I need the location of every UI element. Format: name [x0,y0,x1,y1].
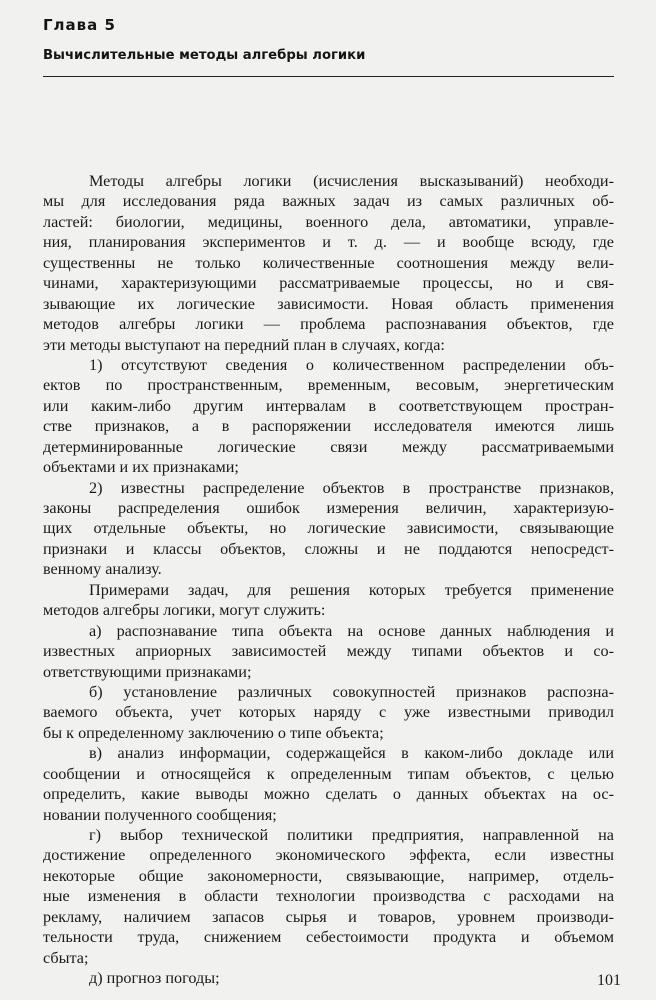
text-line: признаки и классы объектов, сложны и не поддаются непосредст- [43,539,614,558]
text-line: или каким-либо другим интервалам в соответствующем простран- [43,396,614,415]
text-line: известных априорных зависимостей между типами объектов и со- [43,642,614,661]
text-line: сбыта; [43,948,89,967]
text-line: детерминированные логические связи между рассматриваемыми [43,437,614,456]
chapter-title: Вычислительные методы алгебры логики [43,48,366,63]
text-line: эти методы выступают на передний план в случаях, когда: [43,335,445,354]
text-line: мы для исследования ряда важных задач из самых различных об- [43,192,614,211]
text-line: определить, какие выводы можно сделать о данных объектах на ос- [43,785,614,804]
text-line: тельности труда, снижением себестоимости продукта и объемом [43,928,614,947]
text-line: венному анализу. [43,560,162,579]
text-line: 1) отсутствуют сведения о количественном распределении объ- [89,355,614,374]
text-line: новании полученного сообщения; [43,805,277,824]
body-text [43,171,614,989]
paragraph [43,355,614,478]
text-line: чинами, характеризующими рассматриваемые процессы, но и свя- [43,274,614,293]
text-line: ния, планирования экспериментов и т. д. — и вообще всюду, где [43,233,614,252]
text-line: Методы алгебры логики (исчисления высказываний) необходи- [89,172,614,190]
text-line: сообщении и относящейся к определенным типам объектов, с целью [43,764,614,783]
chapter-label: Глава 5 [43,16,116,34]
page-number: 101 [597,972,621,989]
text-line: а) распознавание типа объекта на основе данных наблюдения и [89,621,614,640]
paragraph [43,478,614,580]
text-line: щих отдельные объекты, но логические зависимости, связывающие [43,519,614,538]
paragraph [43,621,614,682]
text-line: Примерами задач, для решения которых требуется применение [89,580,614,599]
header-rule [43,76,614,77]
text-line: д) прогноз погоды; [89,969,220,988]
text-line: г) выбор технической политики предприятия, направленной на [89,826,614,844]
text-line: б) установление различных совокупностей признаков распозна- [89,682,614,701]
text-line: ластей: биологии, медицины, военного дела, автоматики, управле- [43,212,614,231]
text-line: рекламу, наличием запасов сырья и товаров, уровнем производи- [43,907,614,926]
text-line: методов алгебры логики, могут служить: [43,601,326,620]
text-line: объектами и их признаками; [43,458,239,477]
paragraph [43,580,614,621]
text-line: ваемого объекта, учет которых наряду с уже известными приводил [43,703,614,722]
text-line: законы распределения ошибок измерения величин, характеризую- [43,499,614,517]
text-line: бы к определенному заключению о типе объекта; [43,723,384,742]
text-line: существенны не только количественные соотношения между вели- [43,253,614,272]
paragraph [43,682,614,743]
text-line: ответствующими признаками; [43,662,252,681]
text-line: ектов по пространственным, временным, весовым, энергетическим [43,376,614,395]
text-line: в) анализ информации, содержащейся в каком-либо докладе или [89,744,614,763]
text-line: зывающие их логические зависимости. Новая область применения [43,294,614,313]
paragraph [43,743,614,825]
text-line: ные изменения в области технологии производства с расходами на [43,887,614,906]
paragraph [43,171,614,355]
paragraph [43,825,614,968]
text-line: достижение определенного экономического эффекта, если известны [43,846,614,865]
text-line: некоторые общие закономерности, связывающие, например, отдель- [43,866,614,885]
text-line: методов алгебры логики — проблема распознавания объектов, где [43,315,614,334]
text-line: 2) известны распределение объектов в пространстве признаков, [89,478,614,497]
paragraph [43,968,614,988]
text-line: стве признаков, а в распоряжении исследователя имеются лишь [43,417,614,436]
